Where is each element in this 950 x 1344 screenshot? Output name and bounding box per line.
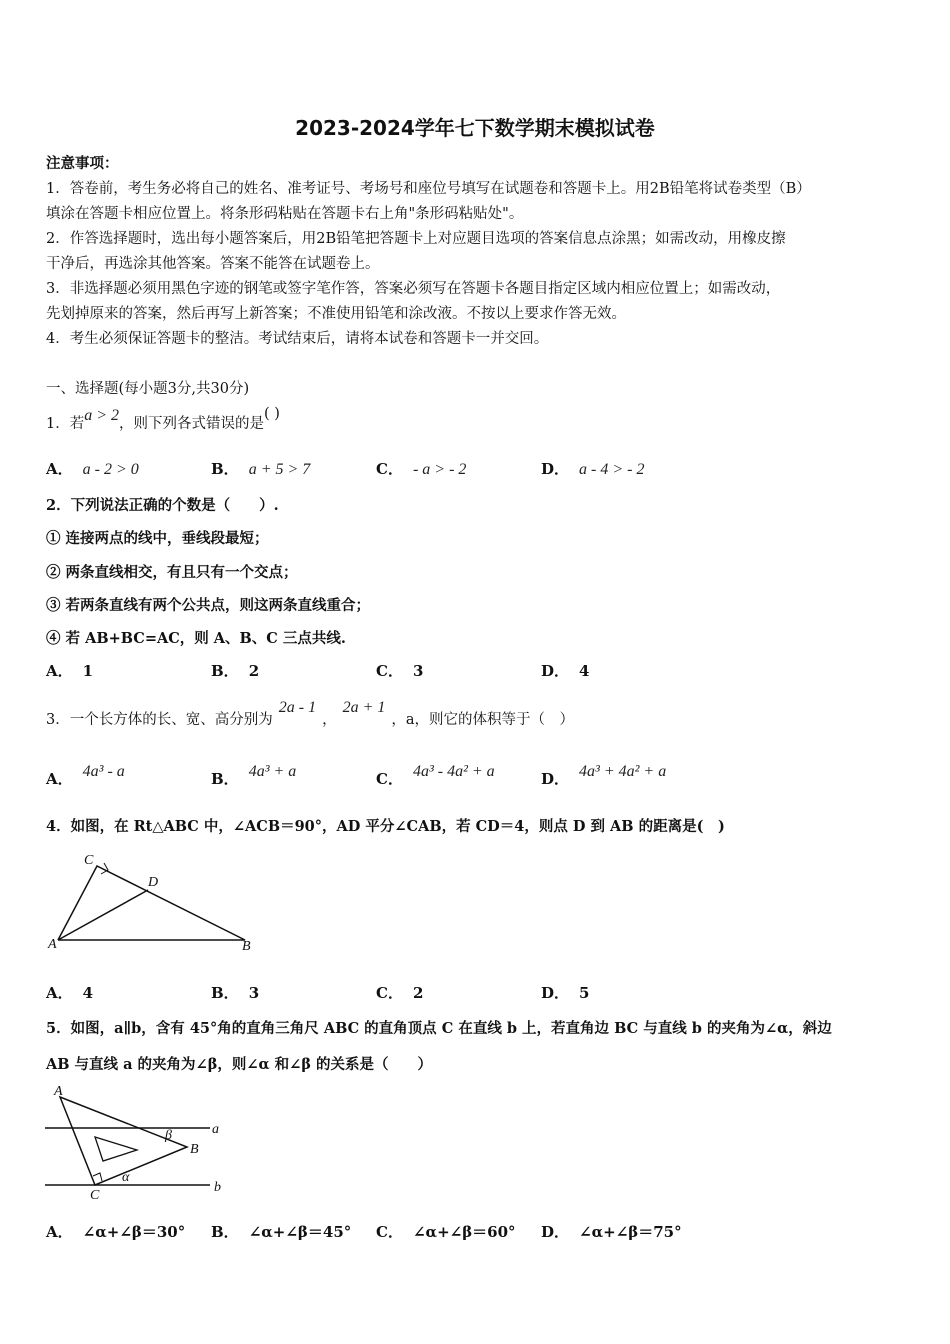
q4-option-b[interactable] (211, 982, 259, 1003)
label-beta: β (165, 1128, 172, 1143)
option-text: - a > - 2 (412, 461, 467, 478)
question-4-stem: 4．如图，在 Rt△ABC 中，∠ACB＝90°，AD 平分∠CAB，若 CD＝4，则点 D 到 AB 的距离是( ) (46, 818, 725, 835)
option-text: ∠α+∠β＝30° (82, 1223, 186, 1241)
option-label: A． (46, 984, 73, 1002)
option-label: A． (46, 662, 73, 680)
q1-pre: 1．若 (46, 416, 85, 432)
q3-pre: 3．一个长方体的长、宽、高分别为 (46, 712, 273, 728)
q1-condition: a > 2 (84, 407, 120, 424)
option-label: D． (541, 1223, 570, 1241)
option-label: C． (376, 984, 403, 1002)
q5-option-a[interactable] (46, 1221, 185, 1242)
notice-line: 干净后，再选涂其他答案。答案不能答在试题卷上。 (46, 256, 380, 272)
q4-option-d[interactable] (541, 982, 589, 1003)
option-label: C． (376, 1223, 403, 1241)
notice-line: 填涂在答题卡相应位置上。将条形码粘贴在答题卡右上角"条形码粘贴处"。 (46, 206, 524, 222)
option-label: C． (376, 770, 403, 788)
q4-option-a[interactable] (46, 982, 93, 1003)
q3-option-a[interactable] (46, 760, 125, 788)
option-text: ∠α+∠β＝45° (248, 1223, 352, 1241)
question-5-stem-line2: AB 与直线 a 的夹角为∠β，则∠α 和∠β 的关系是（ ） (46, 1056, 433, 1073)
q3-length: 2a - 1 (278, 699, 317, 716)
q1-option-a[interactable] (46, 458, 139, 479)
q2-statement: ③ 若两条直线有两个公共点，则这两条直线重合； (46, 597, 371, 614)
label-alpha: α (122, 1170, 130, 1185)
section-heading: 一、选择题(每小题3分,共30分) (46, 381, 250, 397)
q2-option-b[interactable] (211, 660, 259, 681)
q2-statement: ② 两条直线相交，有且只有一个交点； (46, 564, 298, 581)
q5-triangle-ruler-figure (40, 1085, 240, 1205)
q3-option-c[interactable] (376, 760, 495, 788)
q3-option-b[interactable] (211, 760, 297, 788)
notice-line: 3．非选择题必须用黑色字迹的钢笔或签字笔作答，答案必须写在答题卡各题目指定区域内相应位置上；如需改动， (46, 281, 781, 297)
option-text: 5 (579, 984, 590, 1002)
label-a: A (48, 937, 57, 952)
q3-option-d[interactable] (541, 760, 667, 788)
notice-heading: 注意事项： (46, 155, 119, 172)
option-text: a - 4 > - 2 (579, 461, 645, 478)
option-text: 4 (82, 984, 94, 1002)
q5-option-b[interactable] (211, 1221, 351, 1242)
option-label: D． (541, 460, 570, 478)
option-label: B． (211, 1223, 239, 1241)
q2-option-d[interactable] (541, 660, 589, 681)
option-text: 4a³ + 4a² + a (579, 763, 667, 780)
label-line-b: b (214, 1180, 221, 1195)
option-label: D． (541, 662, 570, 680)
q2-statement: ④ 若 AB+BC=AC，则 A、B、C 三点共线. (46, 630, 346, 647)
option-text: 4a³ - 4a² + a (412, 763, 495, 780)
q4-option-c[interactable] (376, 982, 423, 1003)
option-label: C． (376, 662, 403, 680)
question-2-stem: 2．下列说法正确的个数是（ ）. (46, 497, 279, 514)
option-text: a - 2 > 0 (82, 461, 139, 478)
option-label: A． (46, 1223, 73, 1241)
option-label: A． (46, 460, 73, 478)
option-text: 3 (248, 984, 260, 1002)
ruler-inner (95, 1137, 137, 1161)
q5-option-d[interactable] (541, 1221, 682, 1242)
option-text: ∠α+∠β＝60° (412, 1223, 516, 1241)
option-text: 4 (579, 662, 590, 680)
q3-comma: ， (322, 712, 337, 728)
option-text: 2 (248, 662, 260, 680)
label-line-a: a (212, 1122, 219, 1137)
label-a-vertex: A (54, 1084, 63, 1099)
q2-statement: ① 连接两点的线中，垂线段最短； (46, 530, 269, 547)
label-d: D (148, 875, 159, 890)
q5-option-c[interactable] (376, 1221, 516, 1242)
option-label: D． (541, 770, 570, 788)
notice-line: 2．作答选择题时，选出每小题答案后，用2B铅笔把答题卡上对应题目选项的答案信息点涂黑；如需改动，用橡皮擦 (46, 231, 786, 247)
option-label: B． (211, 770, 239, 788)
option-text: 3 (412, 662, 424, 680)
notice-line: 4．考生必须保证答题卡的整洁。考试结束后，请将本试卷和答题卡一并交回。 (46, 331, 549, 347)
option-label: D． (541, 984, 570, 1002)
question-1-stem (46, 406, 280, 433)
q1-option-c[interactable] (376, 458, 466, 479)
right-angle-mark (93, 1173, 102, 1181)
q2-option-c[interactable] (376, 660, 423, 681)
q2-option-a[interactable] (46, 660, 93, 681)
q4-triangle-figure (40, 850, 270, 960)
label-c-vertex: C (90, 1188, 100, 1203)
option-text: 2 (412, 984, 424, 1002)
label-c: C (84, 853, 94, 868)
option-label: C． (376, 460, 403, 478)
q1-paren: ( ) (264, 406, 280, 422)
question-5-stem-line1: 5．如图，a∥b，含有 45°角的直角三角尺 ABC 的直角顶点 C 在直线 b 上，若直角边 BC 与直线 b 的夹角为∠α，斜边 (46, 1020, 832, 1037)
option-text: ∠α+∠β＝75° (579, 1223, 682, 1241)
option-label: B． (211, 662, 239, 680)
q1-option-d[interactable] (541, 458, 644, 479)
question-3-stem (46, 699, 575, 729)
label-b-vertex: B (190, 1142, 199, 1157)
option-text: 4a³ + a (248, 763, 297, 780)
q1-post: ，则下列各式错误的是 (119, 416, 265, 432)
option-label: B． (211, 984, 239, 1002)
label-b: B (242, 939, 251, 954)
option-text: a + 5 > 7 (248, 461, 311, 478)
option-text: 4a³ - a (82, 763, 125, 780)
notice-line: 先划掉原来的答案，然后再写上新答案；不准使用铅笔和涂改液。不按以上要求作答无效。 (46, 306, 626, 322)
q3-width: 2a + 1 (342, 699, 386, 716)
q3-post: ，a，则它的体积等于（ ） (391, 712, 575, 728)
option-label: A． (46, 770, 73, 788)
q1-option-b[interactable] (211, 458, 310, 479)
option-text: 1 (82, 662, 94, 680)
notice-line: 1．答卷前，考生务必将自己的姓名、准考证号、考场号和座位号填写在试题卷和答题卡上。用2B铅笔将试卷类型（B） (46, 181, 811, 197)
page-title: 2023-2024学年七下数学期末模拟试卷 (295, 116, 655, 140)
option-label: B． (211, 460, 239, 478)
